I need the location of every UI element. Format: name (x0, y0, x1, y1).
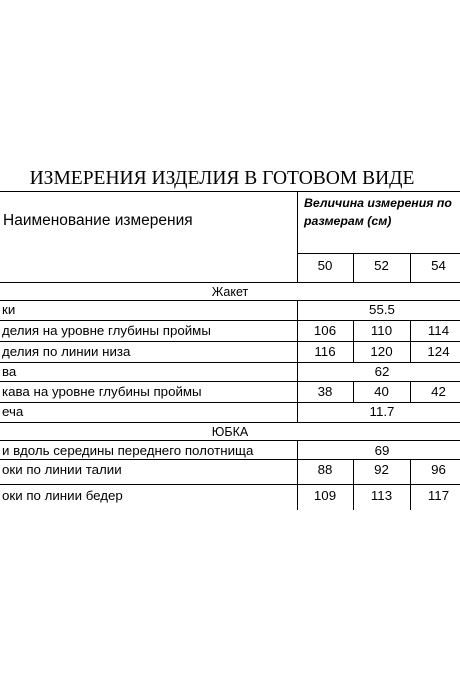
row-value-52: 92 (374, 462, 389, 477)
table-rule (0, 341, 460, 342)
row-value-52: 110 (370, 323, 393, 338)
row-value-52: 120 (370, 344, 393, 359)
row-value-50: 88 (317, 462, 333, 477)
row-value-54: 96 (431, 462, 446, 477)
name-column-header: Наименование измерения (3, 212, 193, 229)
table-rule (0, 381, 460, 382)
table-rule (0, 459, 460, 460)
row-label: оки по линии талии (2, 462, 122, 477)
row-value-50: 106 (313, 323, 337, 338)
page-title: ИЗМЕРЕНИЯ ИЗДЕЛИЯ В ГОТОВОМ ВИДЕ (29, 168, 415, 189)
row-label: и вдоль середины переднего полотнища (2, 443, 254, 458)
row-value-50: 109 (313, 488, 337, 503)
section-title-jacket: Жакет (211, 285, 249, 299)
row-value-52: 113 (370, 488, 393, 503)
table-rule (0, 402, 460, 403)
row-label: ва (2, 364, 17, 379)
row-label: ки (2, 302, 16, 317)
row-value-50: 38 (317, 384, 333, 399)
row-value-54: 114 (427, 323, 450, 338)
row-value-all-sizes: 69 (374, 443, 390, 458)
value-column-header-line2: размерам (см) (304, 214, 392, 228)
table-rule (0, 362, 460, 363)
row-label: кава на уровне глубины проймы (2, 384, 202, 399)
row-value-all-sizes: 62 (374, 364, 390, 379)
table-rule (0, 300, 460, 301)
size-header-52: 52 (374, 258, 389, 273)
table-border-top (0, 191, 460, 192)
row-label: делия на уровне глубины проймы (2, 323, 211, 338)
row-value-52: 40 (374, 384, 389, 399)
row-value-54: 117 (427, 488, 450, 503)
row-value-all-sizes: 11.7 (369, 404, 395, 419)
section-title-skirt: ЮБКА (211, 425, 249, 439)
row-label: делия по линии низа (2, 344, 131, 359)
row-value-all-sizes: 55.5 (369, 302, 395, 317)
size-header-54: 54 (431, 258, 446, 273)
row-label: оки по линии бедер (2, 488, 123, 503)
row-value-50: 116 (314, 344, 336, 359)
size-header-50: 50 (317, 258, 333, 273)
table-rule (0, 320, 460, 321)
value-column-header-line1: Величина измерения по (304, 196, 452, 210)
row-value-54: 42 (431, 384, 446, 399)
table-rule (0, 422, 460, 423)
sizes-header-rule (297, 253, 460, 254)
row-label: еча (2, 404, 24, 419)
row-value-54: 124 (427, 344, 450, 359)
table-rule (0, 440, 460, 441)
table-rule (0, 282, 460, 283)
table-rule (0, 484, 460, 485)
